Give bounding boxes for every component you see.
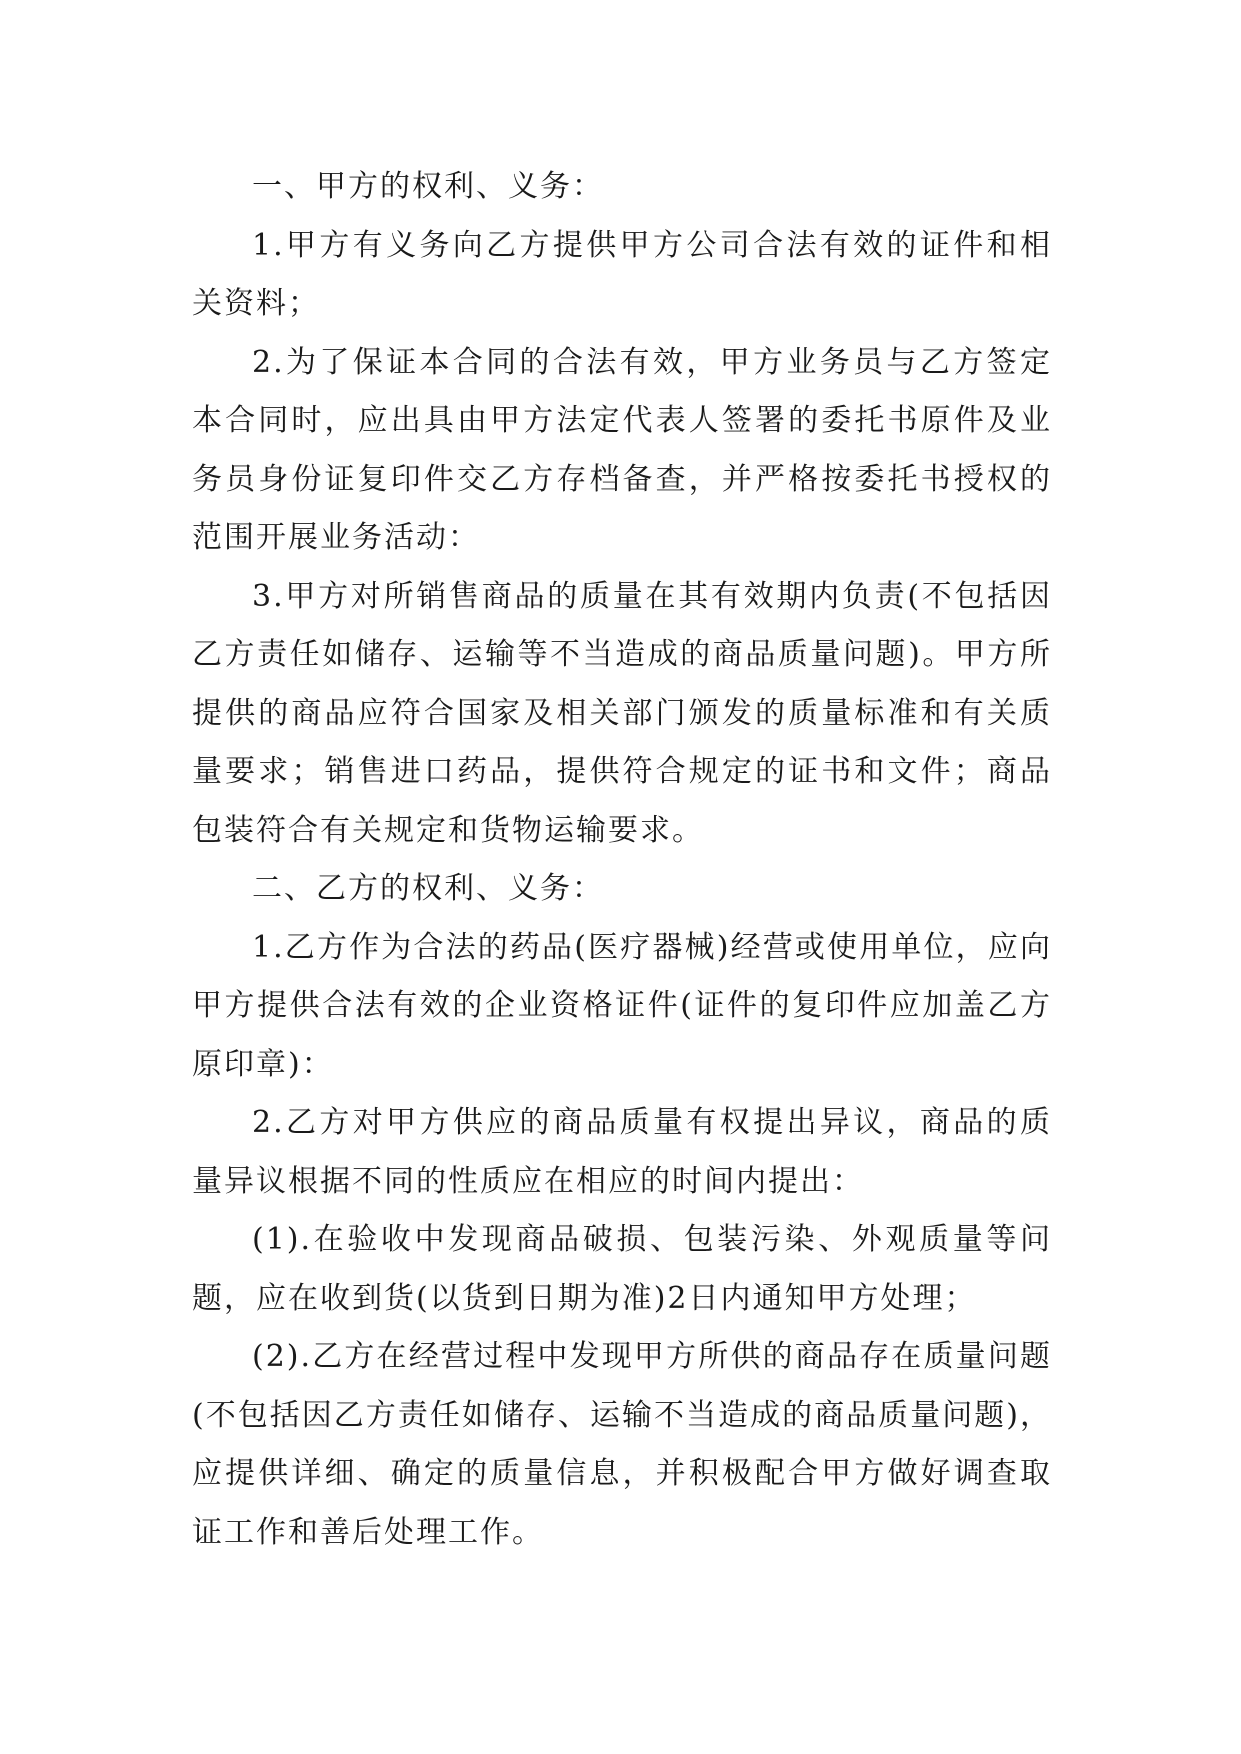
- document-body: [192, 158, 1052, 1562]
- clause-a2: 2.为了保证本合同的合法有效，甲方业务员与乙方签定本合同时，应出具由甲方法定代表人签署的委托书原件及业务员身份证复印件交乙方存档备查，并严格按委托书授权的范围开展业务活动：: [192, 344, 1052, 555]
- clause-a3: 3.甲方对所销售商品的质量在其有效期内负责(不包括因乙方责任如储存、运输等不当造成的商品质量问题)。甲方所提供的商品应符合国家及相关部门颁发的质量标准和有关质量要求；销售进口药品，提供符合规定的证书和文件；商品包装符合有关规定和货物运输要求。: [192, 578, 1052, 848]
- clause-b1: 1.乙方作为合法的药品(医疗器械)经营或使用单位，应向甲方提供合法有效的企业资格证件(证件的复印件应加盖乙方原印章)：: [192, 929, 1052, 1082]
- clause-b2-sub2: (2).乙方在经营过程中发现甲方所供的商品存在质量问题(不包括因乙方责任如储存、运输不当造成的商品质量问题)，应提供详细、确定的质量信息，并积极配合甲方做好调查取证工作和善后处理工作。: [192, 1339, 1052, 1550]
- section-heading-party-b: 二、乙方的权利、义务：: [252, 871, 604, 906]
- clause-b2: 2.乙方对甲方供应的商品质量有权提出异议，商品的质量异议根据不同的性质应在相应的时间内提出：: [192, 1105, 1052, 1199]
- clause-b2-sub1: (1).在验收中发现商品破损、包装污染、外观质量等问题，应在收到货(以货到日期为准)2日内通知甲方处理；: [192, 1222, 1052, 1316]
- clause-a1: 1.甲方有义务向乙方提供甲方公司合法有效的证件和相关资料；: [192, 227, 1052, 321]
- section-heading-party-a: 一、甲方的权利、义务：: [252, 169, 604, 204]
